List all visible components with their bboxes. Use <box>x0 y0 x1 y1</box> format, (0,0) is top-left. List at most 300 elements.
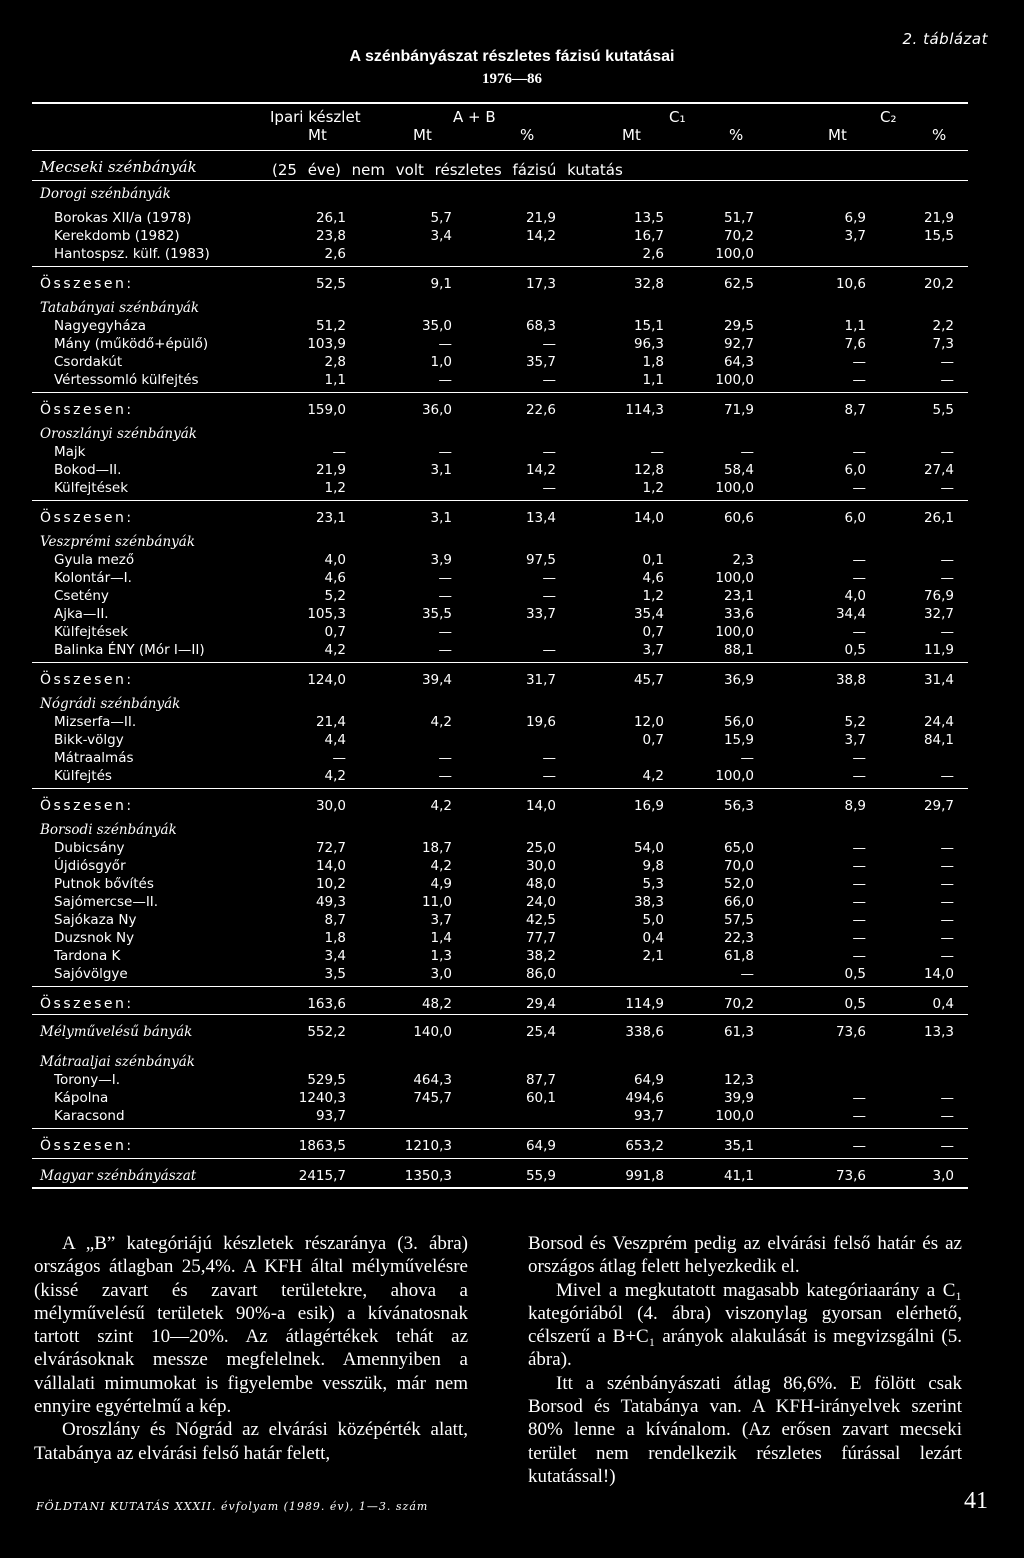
cell-value: — <box>940 840 954 856</box>
cell-value: 103,9 <box>307 336 346 352</box>
cell-value: 64,9 <box>525 1138 556 1154</box>
cell-value: — <box>438 642 452 658</box>
table-row <box>0 732 1024 750</box>
total-row <box>0 510 1024 528</box>
cell-value: 3,0 <box>430 966 452 982</box>
cell-value: 55,9 <box>525 1168 556 1184</box>
unit-mt-3: Mt <box>622 126 641 144</box>
group-row <box>0 1168 1024 1186</box>
table-row <box>0 624 1024 642</box>
paragraph: Mivel a megkutatott magasabb kategóriaarány a C₁ kategóriából (4. ábra) viszonylag gyorsan elérhető, célszerű a B+C₁ arányok alakulását is megvizsgálni (5. ábra). <box>528 1279 962 1371</box>
cell-value: 32,7 <box>923 606 954 622</box>
cell-value: 2,8 <box>324 354 346 370</box>
paragraph: A „B” kategóriájú készletek részaránya (3. ábra) országos átlagban 25,4%. A KFH által mélyművelésre (kissé zavart és zavart területekre, ahova a mélyművelésű területek 90%-a esik) a kívánatosnak tartott szint 10—20%. Az átlagértékek tehát az elvárásoknak messze megfelelnek. Amennyiben a vállalati mimumokat is figyelembe vesszük, már nem ennyire egyértelmű a kép. <box>34 1233 468 1418</box>
cell-value: 15,5 <box>923 228 954 244</box>
cell-value: 29,5 <box>723 318 754 334</box>
cell-value: — <box>940 768 954 784</box>
row-label: Ajka—II. <box>54 606 109 622</box>
unit-pct-3: % <box>932 126 947 144</box>
cell-value: 3,4 <box>430 228 452 244</box>
unit-mt-1: Mt <box>308 126 327 144</box>
table-row <box>0 228 1024 246</box>
col-ipari: Ipari készlet <box>270 108 361 126</box>
cell-value: 24,0 <box>525 894 556 910</box>
cell-value: 7,6 <box>844 336 866 352</box>
cell-value: 2,2 <box>932 318 954 334</box>
group-row <box>0 696 1024 714</box>
cell-value: 93,7 <box>633 1108 664 1124</box>
row-label: Oroszlányi szénbányák <box>40 426 197 442</box>
cell-value: 13,3 <box>923 1024 954 1040</box>
cell-value: — <box>852 552 866 568</box>
section-rule <box>32 1128 968 1129</box>
cell-value: 5,5 <box>932 402 954 418</box>
cell-value: 11,9 <box>923 642 954 658</box>
cell-value: 18,7 <box>421 840 452 856</box>
cell-value: 7,3 <box>932 336 954 352</box>
cell-value: 5,2 <box>844 714 866 730</box>
cell-value: 26,1 <box>315 210 346 226</box>
cell-value: 4,9 <box>430 876 452 892</box>
cell-value: 20,2 <box>923 276 954 292</box>
cell-value: 52,0 <box>723 876 754 892</box>
cell-value: — <box>740 444 754 460</box>
row-label: Összesen: <box>40 798 134 814</box>
cell-value: — <box>940 1138 954 1154</box>
cell-value: 57,5 <box>723 912 754 928</box>
cell-value: — <box>542 570 556 586</box>
cell-value: 1350,3 <box>404 1168 452 1184</box>
cell-value: 3,7 <box>844 228 866 244</box>
cell-value: 14,0 <box>525 798 556 814</box>
row-label: Nagyegyháza <box>54 318 146 334</box>
cell-value: 0,5 <box>844 996 866 1012</box>
mecsek-label: Mecseki szénbányák <box>40 158 197 176</box>
row-label: Összesen: <box>40 510 134 526</box>
cell-value: 77,7 <box>525 930 556 946</box>
cell-value: 39,4 <box>421 672 452 688</box>
cell-value: 64,9 <box>633 1072 664 1088</box>
row-label: Külfejtés <box>54 768 112 784</box>
cell-value: 1,1 <box>324 372 346 388</box>
cell-value: 100,0 <box>715 1108 754 1124</box>
row-label: Csetény <box>54 588 109 604</box>
cell-value: — <box>542 444 556 460</box>
section-rule <box>32 662 968 663</box>
group-row <box>0 534 1024 552</box>
row-label: Összesen: <box>40 996 134 1012</box>
cell-value: 14,0 <box>923 966 954 982</box>
table-row <box>0 372 1024 390</box>
row-label: Karacsond <box>54 1108 125 1124</box>
cell-value: — <box>852 912 866 928</box>
cell-value: 140,0 <box>413 1024 452 1040</box>
cell-value: 159,0 <box>307 402 346 418</box>
cell-value: 76,9 <box>923 588 954 604</box>
cell-value: 60,1 <box>525 1090 556 1106</box>
cell-value: 25,0 <box>525 840 556 856</box>
total-row <box>0 798 1024 816</box>
group-row <box>0 186 1024 204</box>
cell-value: 4,2 <box>324 768 346 784</box>
cell-value: — <box>332 444 346 460</box>
cell-value: — <box>940 858 954 874</box>
col-c1: C₁ <box>669 108 686 126</box>
cell-value: 552,2 <box>307 1024 346 1040</box>
cell-value: 14,2 <box>525 462 556 478</box>
cell-value: — <box>940 1108 954 1124</box>
cell-value: 4,2 <box>430 798 452 814</box>
cell-value: 5,3 <box>642 876 664 892</box>
cell-value: 1,2 <box>642 480 664 496</box>
paragraph: Borsod és Veszprém pedig az elvárási felső határ és az országos átlag felett helyezkedik el. <box>528 1233 962 1278</box>
cell-value: — <box>438 750 452 766</box>
cell-value: 4,6 <box>642 570 664 586</box>
col-ab: A + B <box>453 108 496 126</box>
cell-value: 73,6 <box>835 1024 866 1040</box>
cell-value: 5,2 <box>324 588 346 604</box>
cell-value: 49,3 <box>315 894 346 910</box>
cell-value: 72,7 <box>315 840 346 856</box>
cell-value: — <box>940 354 954 370</box>
cell-value: — <box>940 876 954 892</box>
cell-value: 12,8 <box>633 462 664 478</box>
row-label: Balinka ÉNY (Mór I—II) <box>54 642 205 658</box>
cell-value: 1863,5 <box>298 1138 346 1154</box>
cell-value: 15,9 <box>723 732 754 748</box>
cell-value: — <box>852 624 866 640</box>
cell-value: — <box>438 336 452 352</box>
cell-value: 2,1 <box>642 948 664 964</box>
unit-mt-2: Mt <box>413 126 432 144</box>
row-label: Csordakút <box>54 354 123 370</box>
row-label: Összesen: <box>40 402 134 418</box>
cell-value: 38,2 <box>525 948 556 964</box>
section-rule <box>32 392 968 393</box>
row-label: Újdiósgyőr <box>54 858 126 874</box>
cell-value: 14,2 <box>525 228 556 244</box>
table-row <box>0 1090 1024 1108</box>
cell-value: 4,2 <box>430 858 452 874</box>
cell-value: 745,7 <box>413 1090 452 1106</box>
group-row <box>0 300 1024 318</box>
table-row <box>0 210 1024 228</box>
section-rule <box>32 788 968 789</box>
cell-value: — <box>852 768 866 784</box>
cell-value: 29,4 <box>525 996 556 1012</box>
cell-value: 21,9 <box>525 210 556 226</box>
cell-value: 70,0 <box>723 858 754 874</box>
cell-value: 338,6 <box>625 1024 664 1040</box>
cell-value: 56,3 <box>723 798 754 814</box>
cell-value: 30,0 <box>315 798 346 814</box>
section-rule <box>32 500 968 501</box>
total-row <box>0 402 1024 420</box>
table-row <box>0 588 1024 606</box>
cell-value: 21,4 <box>315 714 346 730</box>
cell-value: 124,0 <box>307 672 346 688</box>
row-label: Mizserfa—II. <box>54 714 137 730</box>
cell-value: 10,6 <box>835 276 866 292</box>
cell-value: 36,0 <box>421 402 452 418</box>
table-title: A szénbányászat részletes fázisú kutatásai <box>349 48 675 65</box>
cell-value: 33,6 <box>723 606 754 622</box>
cell-value: 529,5 <box>307 1072 346 1088</box>
cell-value: 41,1 <box>723 1168 754 1184</box>
cell-value: 4,2 <box>430 714 452 730</box>
cell-value: 4,4 <box>324 732 346 748</box>
table-row <box>0 714 1024 732</box>
group-row <box>0 1024 1024 1042</box>
cell-value: 16,9 <box>633 798 664 814</box>
cell-value: 66,0 <box>723 894 754 910</box>
cell-value: — <box>940 480 954 496</box>
cell-value: — <box>438 588 452 604</box>
section-rule <box>32 1014 968 1015</box>
cell-value: 0,7 <box>642 624 664 640</box>
table-row <box>0 840 1024 858</box>
cell-value: 2,6 <box>642 246 664 262</box>
table-row <box>0 336 1024 354</box>
cell-value: 3,7 <box>642 642 664 658</box>
row-label: Külfejtések <box>54 480 129 496</box>
cell-value: — <box>940 552 954 568</box>
cell-value: 68,3 <box>525 318 556 334</box>
cell-value: 2,3 <box>732 552 754 568</box>
table-row <box>0 606 1024 624</box>
cell-value: 93,7 <box>315 1108 346 1124</box>
cell-value: 35,0 <box>421 318 452 334</box>
cell-value: 1,0 <box>430 354 452 370</box>
cell-value: 0,1 <box>642 552 664 568</box>
group-row <box>0 426 1024 444</box>
cell-value: 27,4 <box>923 462 954 478</box>
table-row <box>0 966 1024 984</box>
table-row <box>0 930 1024 948</box>
cell-value: 51,7 <box>723 210 754 226</box>
mecsek-rule <box>32 180 968 181</box>
cell-value: 100,0 <box>715 624 754 640</box>
row-label: Sajókaza Ny <box>54 912 137 928</box>
cell-value: 70,2 <box>723 228 754 244</box>
table-row <box>0 570 1024 588</box>
cell-value: 4,2 <box>324 642 346 658</box>
cell-value: 4,0 <box>844 588 866 604</box>
row-label: Összesen: <box>40 1138 134 1154</box>
cell-value: 52,5 <box>315 276 346 292</box>
table-row <box>0 1108 1024 1126</box>
total-row <box>0 996 1024 1014</box>
cell-value: 1,1 <box>642 372 664 388</box>
cell-value: — <box>740 966 754 982</box>
table-row <box>0 552 1024 570</box>
cell-value: 22,6 <box>525 402 556 418</box>
table-row <box>0 858 1024 876</box>
paragraph: Itt a szénbányászati átlag 86,6%. E fölött csak Borsod és Tatabánya van. A KFH-irányelvek szerint 80% lenne a kívánalom. (Az erősen zavart mecseki terület nem rendelkezik részletes fúrással lezárt kutatással!) <box>528 1372 962 1487</box>
cell-value: — <box>438 372 452 388</box>
cell-value: — <box>852 948 866 964</box>
cell-value: — <box>438 444 452 460</box>
table-top-rule <box>32 102 968 104</box>
cell-value: 2415,7 <box>298 1168 346 1184</box>
cell-value: — <box>542 588 556 604</box>
table-row <box>0 876 1024 894</box>
cell-value: 12,3 <box>723 1072 754 1088</box>
cell-value: 96,3 <box>633 336 664 352</box>
cell-value: 14,0 <box>633 510 664 526</box>
cell-value: — <box>940 912 954 928</box>
row-label: Hantospsz. külf. (1983) <box>54 246 210 262</box>
row-label: Dubicsány <box>54 840 125 856</box>
cell-value: 494,6 <box>625 1090 664 1106</box>
cell-value: 464,3 <box>413 1072 452 1088</box>
table-bottom-rule <box>32 1187 968 1189</box>
table-subtitle: 1976—86 <box>482 71 542 87</box>
cell-value: 0,5 <box>844 642 866 658</box>
cell-value: 13,4 <box>525 510 556 526</box>
cell-value: 1210,3 <box>404 1138 452 1154</box>
cell-value: 114,9 <box>625 996 664 1012</box>
paragraph: Oroszlány és Nógrád az elvárási középérték alatt, Tatabánya az elvárási felső határ felett, <box>34 1419 468 1464</box>
cell-value: 653,2 <box>625 1138 664 1154</box>
row-label: Borokas XII/a (1978) <box>54 210 192 226</box>
cell-value: — <box>940 1090 954 1106</box>
row-label: Mátraaljai szénbányák <box>40 1054 195 1070</box>
cell-value: 22,3 <box>723 930 754 946</box>
row-label: Sajóvölgye <box>54 966 128 982</box>
table-row <box>0 768 1024 786</box>
cell-value: — <box>940 372 954 388</box>
cell-value: 86,0 <box>525 966 556 982</box>
cell-value: 13,5 <box>633 210 664 226</box>
cell-value: — <box>852 480 866 496</box>
cell-value: 3,9 <box>430 552 452 568</box>
cell-value: 60,6 <box>723 510 754 526</box>
table-row <box>0 480 1024 498</box>
cell-value: 23,1 <box>315 510 346 526</box>
cell-value: 8,7 <box>324 912 346 928</box>
cell-value: 114,3 <box>625 402 664 418</box>
cell-value: — <box>852 372 866 388</box>
unit-pct-2: % <box>729 126 744 144</box>
row-label: Külfejtések <box>54 624 129 640</box>
row-label: Sajómercse—II. <box>54 894 159 910</box>
cell-value: 26,1 <box>923 510 954 526</box>
group-row <box>0 822 1024 840</box>
row-label: Mélyművelésű bányák <box>40 1024 193 1040</box>
table-row <box>0 444 1024 462</box>
cell-value: 84,1 <box>923 732 954 748</box>
cell-value: 3,4 <box>324 948 346 964</box>
cell-value: — <box>940 894 954 910</box>
cell-value: — <box>852 858 866 874</box>
section-rule <box>32 1158 968 1159</box>
cell-value: 105,3 <box>307 606 346 622</box>
cell-value: — <box>740 750 754 766</box>
cell-value: — <box>852 1138 866 1154</box>
unit-mt-4: Mt <box>828 126 847 144</box>
cell-value: 42,5 <box>525 912 556 928</box>
cell-value: 32,8 <box>633 276 664 292</box>
cell-value: 0,7 <box>324 624 346 640</box>
cell-value: 31,4 <box>923 672 954 688</box>
cell-value: 48,2 <box>421 996 452 1012</box>
row-label: Tatabányai szénbányák <box>40 300 200 316</box>
cell-value: 3,7 <box>430 912 452 928</box>
table-row <box>0 750 1024 768</box>
cell-value: 19,6 <box>525 714 556 730</box>
cell-value: 17,3 <box>525 276 556 292</box>
section-rule <box>32 986 968 987</box>
cell-value: — <box>852 894 866 910</box>
cell-value: — <box>852 1090 866 1106</box>
mecsek-note: (25 éve) nem volt részletes fázisú kutatás <box>272 161 623 179</box>
cell-value: — <box>542 372 556 388</box>
cell-value: 6,9 <box>844 210 866 226</box>
cell-value: 4,0 <box>324 552 346 568</box>
journal-footer: FÖLDTANI KUTATÁS XXXII. évfolyam (1989. év), 1—3. szám <box>36 1500 429 1513</box>
cell-value: 15,1 <box>633 318 664 334</box>
cell-value: — <box>852 444 866 460</box>
cell-value: 100,0 <box>715 570 754 586</box>
cell-value: — <box>852 1108 866 1124</box>
cell-value: 1,8 <box>642 354 664 370</box>
table-row <box>0 948 1024 966</box>
cell-value: 11,0 <box>421 894 452 910</box>
cell-value: 62,5 <box>723 276 754 292</box>
cell-value: 33,7 <box>525 606 556 622</box>
cell-value: — <box>852 354 866 370</box>
cell-value: 3,7 <box>844 732 866 748</box>
text-column-left <box>34 1232 468 1465</box>
row-label: Kerekdomb (1982) <box>54 228 180 244</box>
row-label: Kápolna <box>54 1090 109 1106</box>
cell-value: 100,0 <box>715 246 754 262</box>
cell-value: — <box>438 570 452 586</box>
cell-value: 16,7 <box>633 228 664 244</box>
cell-value: 48,0 <box>525 876 556 892</box>
cell-value: 1,2 <box>324 480 346 496</box>
cell-value: — <box>940 570 954 586</box>
cell-value: — <box>542 336 556 352</box>
cell-value: — <box>852 570 866 586</box>
cell-value: 38,3 <box>633 894 664 910</box>
cell-value: 5,0 <box>642 912 664 928</box>
cell-value: 8,9 <box>844 798 866 814</box>
cell-value: 97,5 <box>525 552 556 568</box>
cell-value: — <box>852 750 866 766</box>
row-label: Kolontár—I. <box>54 570 132 586</box>
cell-value: 14,0 <box>315 858 346 874</box>
cell-value: 9,8 <box>642 858 664 874</box>
cell-value: 100,0 <box>715 480 754 496</box>
col-c2: C₂ <box>880 108 897 126</box>
cell-value: 3,0 <box>932 1168 954 1184</box>
cell-value: — <box>852 840 866 856</box>
cell-value: — <box>542 768 556 784</box>
cell-value: — <box>852 876 866 892</box>
cell-value: — <box>940 624 954 640</box>
cell-value: — <box>940 444 954 460</box>
cell-value: 12,0 <box>633 714 664 730</box>
cell-value: — <box>332 750 346 766</box>
cell-value: 58,4 <box>723 462 754 478</box>
cell-value: 9,1 <box>430 276 452 292</box>
row-label: Mátraalmás <box>54 750 134 766</box>
cell-value: 6,0 <box>844 462 866 478</box>
table-ref: 2. táblázat <box>902 30 988 48</box>
cell-value: 54,0 <box>633 840 664 856</box>
